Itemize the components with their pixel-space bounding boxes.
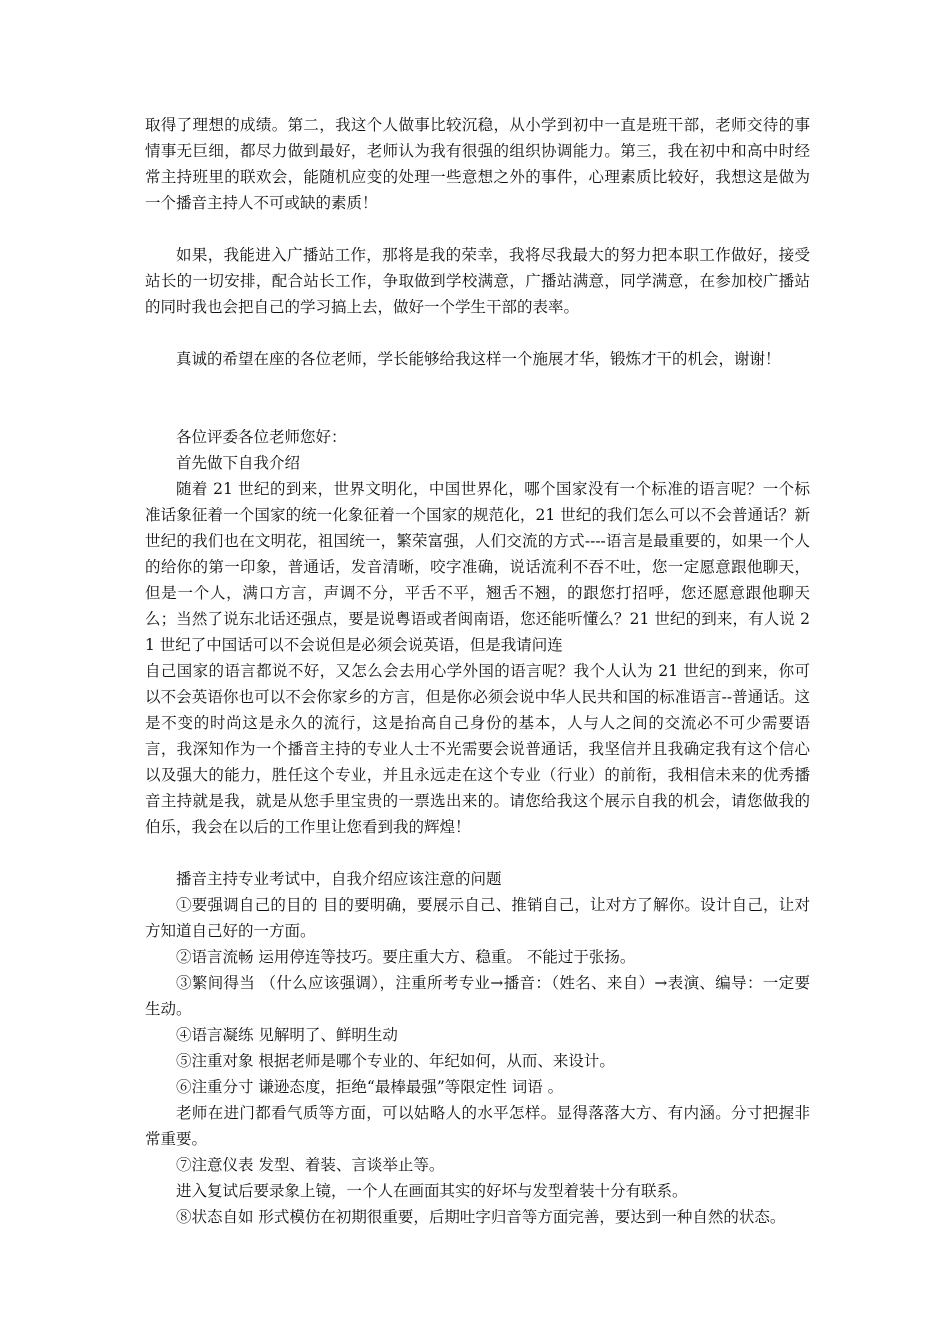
tip-item: ③繁间得当 （什么应该强调），注重所考专业→播音：（姓名、来自）→表演、编导：一定要生动。 <box>145 974 810 1018</box>
tip-item: ⑦注意仪表 发型、着装、言谈举止等。 <box>176 1156 445 1174</box>
paragraph-closing-thanks: 真诚的希望在座的各位老师，学长能够给我这样一个施展才华，锻炼才干的机会，谢谢！ <box>176 350 781 368</box>
paragraph-mandarin-speech-part2: 自己国家的语言都说不好，又怎么会去用心学外国的语言呢？我个人认为 21 世纪的到来，你可以不会英语你也可以不会你家乡的方言，但是你必须会说中华人民共和国的标准语言--普通话。这是不变的时尚这是永久的流行，这是抬高自己身份的基本，人与人之间的交流必不可少需要语言，我深知作为一个播音主持的专业人士不光需要会说普通话，我坚信并且我确定我有这个信心以及强大的能力，胜任这个专业，并且永远走在这个专业（行业）的前衔，我相信未来的优秀播音主持就是我，就是从您手里宝贵的一票选出来的。请您给我这个展示自我的机会，请您做我的伯乐，我会在以后的工作里让您看到我的辉煌！ <box>145 662 810 836</box>
tip-item: ④语言凝练 见解明了、鲜明生动 <box>176 1026 398 1044</box>
greeting-line: 各位评委各位老师您好： <box>176 428 347 446</box>
spacer <box>145 840 810 866</box>
spacer <box>145 320 810 346</box>
tip-note: 老师在进门都看气质等方面，可以姑略人的水平怎样。显得落落大方、有内涵。分寸把握非常重要。 <box>145 1104 810 1148</box>
tip-note: 进入复试后要录象上镜，一个人在画面其实的好坏与发型着装十分有联系。 <box>176 1182 688 1200</box>
tip-item: ⑧状态自如 形式模仿在初期很重要，后期吐字归音等方面完善，要达到一种自然的状态。 <box>176 1208 786 1226</box>
tip-item: ⑤注重对象 根据老师是哪个专业的、年纪如何，从而、来设计。 <box>176 1052 615 1070</box>
spacer <box>145 372 810 424</box>
document-page <box>145 112 810 1230</box>
tip-item: ②语言流畅 运用停连等技巧。要庄重大方、稳重。 不能过于张扬。 <box>176 948 636 966</box>
paragraph-mandarin-speech-part1: 随着 21 世纪的到来，世界文明化，中国世界化，哪个国家没有一个标准的语言呢？一个标准话象征着一个国家的统一化象征着一个国家的规范化，21 世纪的我们怎么可以不会普通话？新世纪的我们也在文明花，祖国统一，繁荣富强，人们交流的方式----语言是最重要的，如果一个人的给你的第一印象，普通话，发音清晰，咬字准确，说话流利不吞不吐，您一定愿意跟他聊天，但是一个人，满口方言，声调不分，平舌不平，翘舌不翘，的跟您打招呼，您还愿意跟他聊天么；当然了说东北话还强点，要是说粤语或者闽南语，您还能听懂么？21 世纪的到来，有人说 21 世纪了中国话可以不会说但是必须会说英语，但是我请问连 <box>145 480 810 654</box>
paragraph-qualities: 取得了理想的成绩。第二，我这个人做事比较沉稳，从小学到初中一直是班干部，老师交待的事情事无巨细，都尽力做到最好，老师认为我有很强的组织协调能力。第三，我在初中和高中时经常主持班里的联欢会，能随机应变的处理一些意想之外的事件，心理素质比较好，我想这是做为一个播音主持人不可或缺的素质！ <box>145 116 810 212</box>
section-title-tips: 播音主持专业考试中，自我介绍应该注意的问题 <box>176 870 502 888</box>
paragraph-commitment: 如果，我能进入广播站工作，那将是我的荣幸，我将尽我最大的努力把本职工作做好，接受站长的一切安排，配合站长工作，争取做到学校满意，广播站满意，同学满意，在参加校广播站的同时我也会把自己的学习搞上去，做好一个学生干部的表率。 <box>145 246 810 316</box>
spacer <box>145 216 810 242</box>
tip-item: ①要强调自己的目的 目的要明确，要展示自己、推销自己，让对方了解你。设计自己，让对方知道自己好的一方面。 <box>145 896 810 940</box>
tip-item: ⑥注重分寸 谦逊态度，拒绝“最棒最强”等限定性 词语 。 <box>176 1078 564 1096</box>
intro-line: 首先做下自我介绍 <box>176 454 301 472</box>
